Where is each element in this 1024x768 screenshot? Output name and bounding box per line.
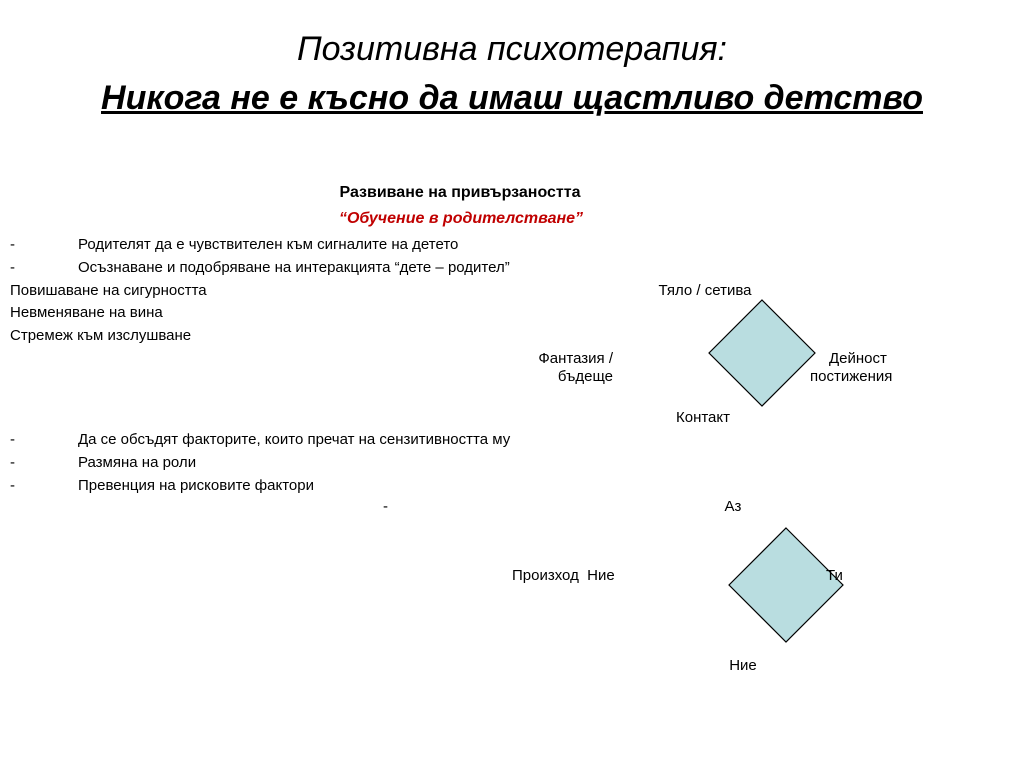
diamond-one-bottom-label: Контакт bbox=[675, 409, 730, 426]
stray-dash: - bbox=[383, 498, 388, 515]
diamond-one-right-label-line1: Дейност bbox=[829, 350, 887, 367]
plain-line: Стремеж към изслушване bbox=[10, 327, 192, 344]
diamond-two-right-label: Ти bbox=[826, 567, 843, 584]
diamond-one-top-label: Тяло / сетива bbox=[658, 282, 752, 299]
section-heading: Развиване на привързаността bbox=[339, 184, 581, 201]
list-one-bullet: - bbox=[10, 259, 15, 276]
list-two-bullet: - bbox=[10, 431, 15, 448]
diamond-two-top-label: Аз bbox=[724, 498, 742, 515]
list-one-bullet: - bbox=[10, 236, 15, 253]
list-one-item: Осъзнаване и подобряване на интеракцията “дете – родител” bbox=[78, 259, 510, 276]
list-two-item: Размяна на роли bbox=[78, 454, 197, 471]
diamond-two-bottom-label: Ние bbox=[729, 657, 757, 674]
plain-line: Повишаване на сигурността bbox=[10, 282, 207, 299]
diamond-two-left-label: Произход Ние bbox=[512, 567, 615, 584]
list-two-bullet: - bbox=[10, 477, 15, 494]
diamond-one-left-label-line1: Фантазия / bbox=[538, 350, 613, 367]
diamond-shape-two bbox=[729, 528, 843, 642]
list-one-item: Родителят да е чувствителен към сигналите на детето bbox=[78, 236, 459, 253]
list-two-item: Превенция на рисковите фактори bbox=[78, 477, 314, 494]
diamond-shape-one bbox=[709, 300, 815, 406]
section-subheading: “Обучение в родителстване” bbox=[338, 210, 584, 227]
title-line-2: Никога не е късно да имаш щастливо детство bbox=[101, 79, 923, 117]
plain-line: Невменяване на вина bbox=[10, 304, 163, 321]
list-two-bullet: - bbox=[10, 454, 15, 471]
list-two-item: Да се обсъдят факторите, които пречат на сензитивността му bbox=[78, 431, 511, 448]
diamond-one-left-label-line2: бъдеще bbox=[557, 368, 613, 385]
title-line-1: Позитивна психотерапия: bbox=[297, 30, 727, 68]
diamond-one-right-label-line2: постижения bbox=[810, 368, 893, 385]
